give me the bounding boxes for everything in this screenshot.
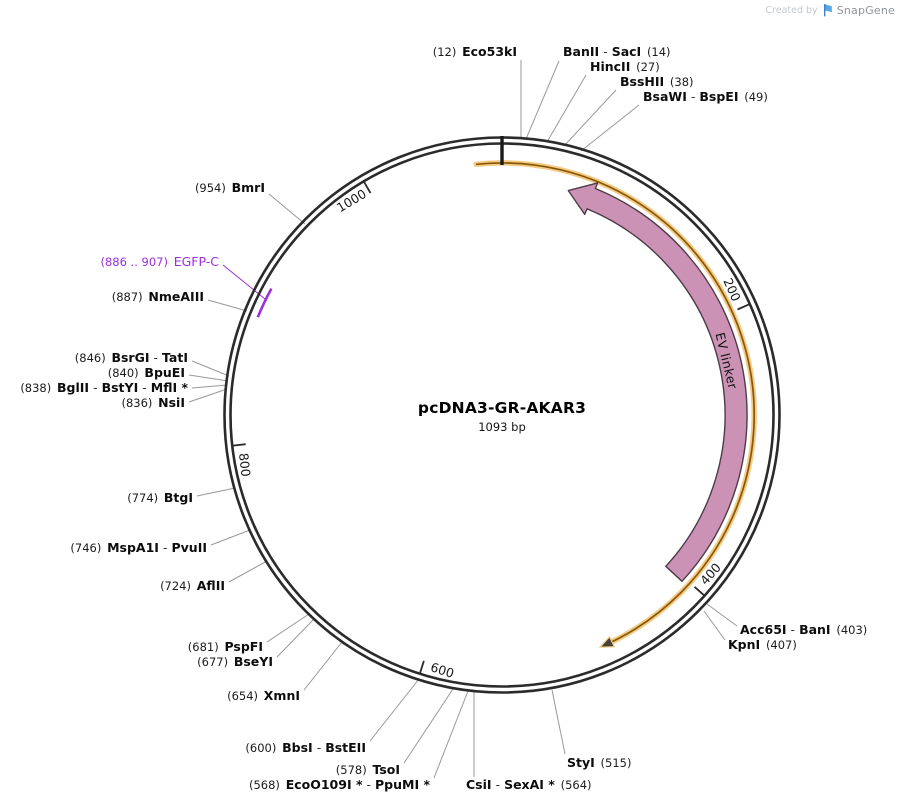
leader-line [547, 75, 586, 142]
scale-tick [233, 444, 246, 445]
scale-tick-label: 200 [720, 275, 744, 304]
leader-line [211, 530, 250, 545]
scale-tick [695, 587, 704, 595]
enzyme-label-styi[interactable]: StyI (515) [567, 755, 632, 770]
enzyme-label-banii[interactable]: BanII - SacI (14) [563, 44, 671, 59]
enzyme-label-xmni[interactable]: (654) XmnI [227, 688, 300, 703]
enzyme-label-bseyi[interactable]: (677) BseYI [197, 654, 273, 669]
enzyme-label-acc65i[interactable]: Acc65I - BanI (403) [740, 622, 868, 637]
enzyme-label-bsshii[interactable]: BssHII (38) [620, 74, 694, 89]
enzyme-label-hincii[interactable]: HincII (27) [590, 59, 660, 74]
enzyme-label-pspfi[interactable]: (681) PspFI [187, 639, 263, 654]
enzyme-label-nmeaiii[interactable]: (887) NmeAIII [111, 289, 204, 304]
leader-line [404, 689, 453, 763]
enzyme-label-bpuei[interactable]: (840) BpuEI [107, 365, 185, 380]
plasmid-title-block [352, 399, 652, 434]
enzyme-label-nsii[interactable]: (836) NsiI [121, 395, 185, 410]
enzyme-label-csii[interactable]: CsiI - SexAI * (564) [466, 777, 592, 792]
leader-line [189, 389, 227, 402]
leader-line [526, 61, 559, 139]
enzyme-label-bsawi[interactable]: BsaWI - BspEI (49) [643, 89, 768, 104]
leader-line [192, 361, 229, 376]
leader-line [208, 300, 247, 311]
leader-line [229, 561, 267, 582]
enzyme-label-mspa1i[interactable]: (746) MspA1I - PvuII [70, 540, 207, 555]
feature-label-egfp-c[interactable]: (886 .. 907) EGFP-C [100, 254, 219, 269]
leader-line [267, 614, 309, 642]
leader-line [269, 194, 305, 224]
leader-line [192, 385, 227, 388]
ev-linker-label: EV linker [712, 330, 741, 391]
scale-tick [738, 304, 749, 309]
enzyme-label-tsoi[interactable]: (578) TsoI [335, 762, 400, 777]
leader-line [197, 488, 235, 496]
leader-line [434, 691, 468, 778]
scale-tick-label: 400 [696, 559, 724, 588]
plasmid-length: 1093 bp [478, 420, 526, 434]
orange-arrowhead [600, 637, 614, 647]
enzyme-label-eco53ki[interactable]: (12) Eco53kI [432, 44, 517, 59]
enzyme-label-bbsi[interactable]: (600) BbsI - BstEII [245, 740, 366, 755]
leader-line [189, 375, 228, 381]
leader-line [707, 604, 737, 626]
leader-line [552, 690, 565, 754]
scale-tick-label: 600 [428, 659, 456, 681]
enzyme-label-btgi[interactable]: (774) BtgI [127, 490, 193, 505]
watermark-created-by: Created by [765, 4, 818, 16]
scale-tick [420, 661, 424, 673]
scale-tick-label: 800 [235, 452, 254, 478]
leader-line [370, 679, 419, 741]
scale-tick-label: 1000 [333, 186, 369, 216]
leader-line [277, 619, 314, 657]
enzyme-label-bglii[interactable]: (838) BglII - BstYI - MflI * [20, 380, 188, 395]
leader-line [581, 105, 639, 151]
enzyme-label-bmri[interactable]: (954) BmrI [194, 180, 265, 195]
enzyme-label-bsrgi[interactable]: (846) BsrGI - TatI [74, 350, 188, 365]
leader-line [304, 642, 342, 690]
enzyme-label-aflii[interactable]: (724) AflII [160, 578, 225, 593]
leader-line [564, 90, 616, 146]
enzyme-label-ecoo109i-[interactable]: (568) EcoO109I * - PpuMI * [249, 777, 430, 792]
watermark-brand: SnapGene [836, 3, 895, 17]
plasmid-title: pcDNA3-GR-AKAR3 [417, 399, 587, 417]
scale-tick [364, 182, 370, 193]
enzyme-label-kpni[interactable]: KpnI (407) [728, 637, 797, 652]
